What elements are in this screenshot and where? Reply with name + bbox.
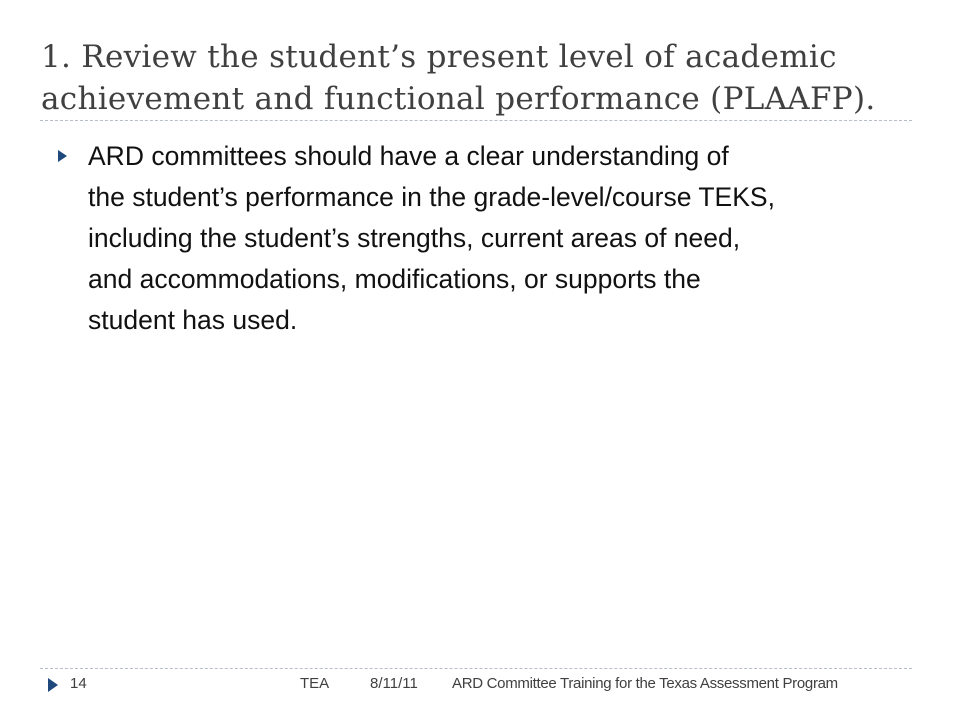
footer-org: TEA (300, 675, 330, 692)
bullet-line: the student’s performance in the grade-level/course TEKS, (88, 182, 775, 212)
title-divider (40, 120, 912, 121)
bullet-line: student has used. (88, 305, 298, 335)
slide-title-line-1: 1. Review the student’s present level of academic (41, 39, 837, 75)
bullet-line: and accommodations, modifications, or supports the (88, 264, 701, 294)
bullet-text (88, 136, 918, 341)
page-number: 14 (70, 675, 87, 692)
footer-divider (40, 668, 912, 669)
footer-date: 8/11/11 (370, 675, 418, 692)
footer-program: ARD Committee Training for the Texas Assessment Program (452, 675, 838, 692)
slide-title (41, 36, 921, 120)
slide-title-line-2: achievement and functional performance (PLAAFP). (41, 81, 876, 117)
bullet-line: ARD committees should have a clear understanding of (88, 141, 729, 171)
footer-triangle-icon (48, 678, 58, 692)
triangle-bullet-icon (58, 150, 67, 162)
bullet-line: including the student’s strengths, current areas of need, (88, 223, 741, 253)
